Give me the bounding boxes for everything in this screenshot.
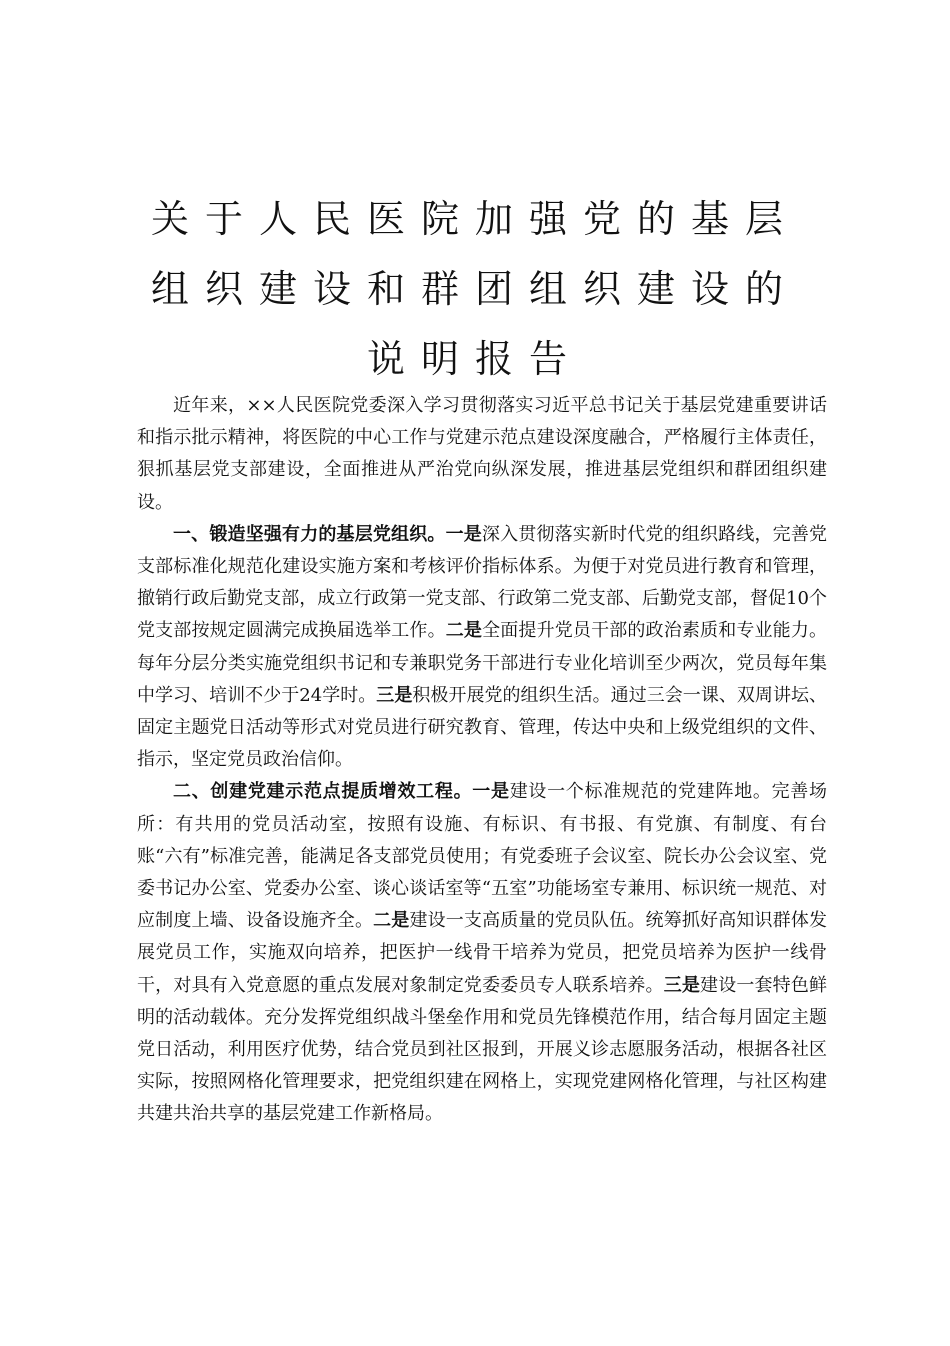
section-2-point-2-text: 建设一支高质量的党员队伍。统筹抓好高知识群体发展党员工作，实施双向培养，把医护一线骨干培养为党员，把党员培养为医护一线骨干，对具有入党意愿的重点发展对象制定党委委员专人联系培养。: [137, 910, 828, 996]
section-1-paragraph: [137, 519, 827, 777]
section-2-heading: 二、创建党建示范点提质增效工程。: [173, 781, 473, 803]
section-1-heading: 一、锻造坚强有力的基层党组织。: [173, 523, 446, 545]
section-1-point-3-label: 三是: [376, 684, 413, 706]
section-2-point-1-text: 建设一个标准规范的党建阵地。完善场所：有共用的党员活动室，按照有设施、有标识、有书报、有党旗、有制度、有台账“六有”标准完善，能满足各支部党员使用；有党委班子会议室、院长办公会议室、党委书记办公室、党委办公室、谈心谈话室等“五室”功能场室专兼用、标识统一规范、对应制度上墙、设备设施齐全。: [137, 781, 828, 932]
section-1-point-1-label: 一是: [445, 523, 482, 545]
document-body: [137, 390, 827, 1131]
section-1-point-2-label: 二是: [445, 620, 483, 642]
section-2-paragraph: [137, 776, 827, 1130]
section-2-point-3-text: 建设一套特色鲜明的活动载体。充分发挥党组织战斗堡垒作用和党员先锋模范作用，结合每月固定主题党日活动，利用医疗优势，结合党员到社区报到，开展义诊志愿服务活动，根据各社区实际，按照网格化管理要求，把党组织建在网格上，实现党建网格化管理，与社区构建共建共治共享的基层党建工作新格局。: [137, 974, 828, 1125]
section-1-point-3-text: 积极开展党的组织生活。通过三会一课、双周讲坛、固定主题党日活动等形式对党员进行研究教育、管理，传达中央和上级党组织的文件、指示，坚定党员政治信仰。: [137, 684, 828, 771]
section-1-point-2-text: 全面提升党员干部的政治素质和专业能力。每年分层分类实施党组织书记和专兼职党务干部进行专业化培训至少两次，党员每年集中学习、培训不少于24学时。: [137, 620, 828, 706]
section-2-point-2-label: 二是: [373, 910, 410, 932]
document-title: 关于人民医院加强党的基层组织建设和群团组织建设的说明报告: [150, 197, 799, 381]
section-2-point-3-label: 三是: [663, 974, 701, 996]
section-2-point-1-label: 一是: [472, 781, 510, 803]
section-1-point-1-text: 深入贯彻落实新时代党的组织路线，完善党支部标准化规范化建设实施方案和考核评价指标体系。为便于对党员进行教育和管理，撤销行政后勤党支部，成立行政第一党支部、行政第二党支部、后勤党支部，督促10个党支部按规定圆满完成换届选举工作。: [137, 523, 828, 642]
intro-paragraph: 近年来，××人民医院党委深入学习贯彻落实习近平总书记关于基层党建重要讲话和指示批示精神，将医院的中心工作与党建示范点建设深度融合，严格履行主体责任，狠抓基层党支部建设，全面推进从严治党向纵深发展，推进基层党组织和群团组织建设。: [137, 395, 827, 513]
